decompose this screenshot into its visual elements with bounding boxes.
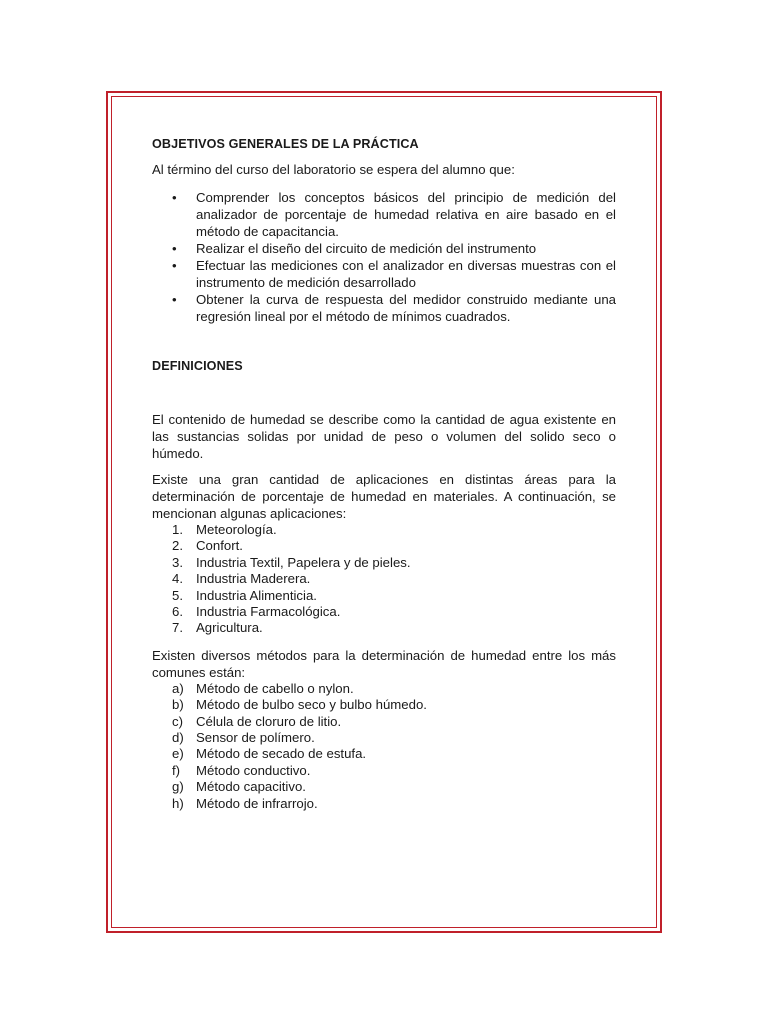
list-item-text: Confort. <box>196 538 243 554</box>
list-item-text: Meteorología. <box>196 522 277 537</box>
list-item <box>152 620 616 636</box>
list-item <box>152 538 616 554</box>
list-item <box>152 588 616 604</box>
list-item <box>152 730 616 746</box>
list-item-text: Método de secado de estufa. <box>196 746 367 762</box>
list-marker: 5. <box>172 587 183 603</box>
list-marker: 4. <box>172 571 183 587</box>
list-item <box>152 746 616 762</box>
list-marker: d) <box>172 730 184 746</box>
list-item <box>152 604 616 620</box>
list-item-text: Agricultura. <box>196 620 263 636</box>
bullet-icon: • <box>172 241 177 256</box>
definitions-paragraph-2: Existe una gran cantidad de aplicaciones en distintas áreas para la determinación de porcentaje de humedad en materiales. A continuación, se mencionan algunas aplicaciones: <box>152 472 616 521</box>
document-body <box>152 136 616 812</box>
list-marker: g) <box>172 779 184 795</box>
list-item <box>152 571 616 587</box>
list-item <box>152 779 616 795</box>
list-item-text: Obtener la curva de respuesta del medidor construido mediante una regresión lineal por el método de mínimos cuadrados. <box>196 292 616 324</box>
list-item <box>152 681 616 697</box>
list-marker: f) <box>172 762 181 778</box>
list-item-text: Realizar el diseño del circuito de medición del instrumento <box>196 241 537 256</box>
objectives-intro: Al término del curso del laboratorio se espera del alumno que: <box>152 162 515 177</box>
list-item <box>152 522 616 538</box>
list-item-text: Comprender los conceptos básicos del principio de medición del analizador de porcentaje de humedad relativa en aire basado en el método de capacitancia. <box>196 190 616 239</box>
list-item-text: Industria Alimenticia. <box>196 587 317 603</box>
list-item-text: Efectuar las mediciones con el analizador en diversas muestras con el instrumento de medición desarrollado <box>196 258 616 290</box>
list-item <box>152 796 616 812</box>
bullet-icon: • <box>172 190 177 205</box>
list-marker: 2. <box>172 538 183 554</box>
bullet-icon: • <box>172 258 177 273</box>
definitions-paragraph-1: El contenido de humedad se describe como la cantidad de agua existente en las sustancias solidas por unidad de peso o volumen del solido seco o húmedo. <box>152 412 616 461</box>
list-marker: 6. <box>172 604 183 620</box>
list-item <box>152 291 616 325</box>
list-item <box>152 714 616 730</box>
objectives-heading: OBJETIVOS GENERALES DE LA PRÁCTICA <box>152 137 419 151</box>
list-item <box>152 240 616 257</box>
list-item <box>152 763 616 779</box>
list-marker: 7. <box>172 620 183 636</box>
list-item-text: Industria Maderera. <box>196 571 311 587</box>
bullet-icon: • <box>172 292 177 307</box>
list-item-text: Método de bulbo seco y bulbo húmedo. <box>196 697 427 713</box>
list-item-text: Industria Textil, Papelera y de pieles. <box>196 554 411 570</box>
list-item-text: Industria Farmacológica. <box>196 604 341 620</box>
methods-intro: Existen diversos métodos para la determinación de humedad entre los más comunes están: <box>152 647 616 680</box>
list-item-text: Célula de cloruro de litio. <box>196 713 342 729</box>
list-item <box>152 257 616 291</box>
list-marker: b) <box>172 697 184 713</box>
list-item-text: Método de cabello o nylon. <box>196 680 354 696</box>
list-item-text: Método capacitivo. <box>196 779 306 795</box>
list-item-text: Método conductivo. <box>196 762 311 778</box>
methods-list <box>152 681 616 812</box>
objectives-list <box>152 189 616 325</box>
list-marker: 1. <box>172 522 183 537</box>
list-item <box>152 555 616 571</box>
definitions-heading: DEFINICIONES <box>152 359 243 373</box>
list-item-text: Método de infrarrojo. <box>196 795 318 811</box>
list-marker: 3. <box>172 554 183 570</box>
list-marker: e) <box>172 746 184 762</box>
list-marker: c) <box>172 713 183 729</box>
list-item-text: Sensor de polímero. <box>196 730 315 746</box>
applications-list <box>152 522 616 637</box>
list-item <box>152 697 616 713</box>
list-marker: a) <box>172 680 184 696</box>
list-marker: h) <box>172 795 184 811</box>
list-item <box>152 189 616 240</box>
